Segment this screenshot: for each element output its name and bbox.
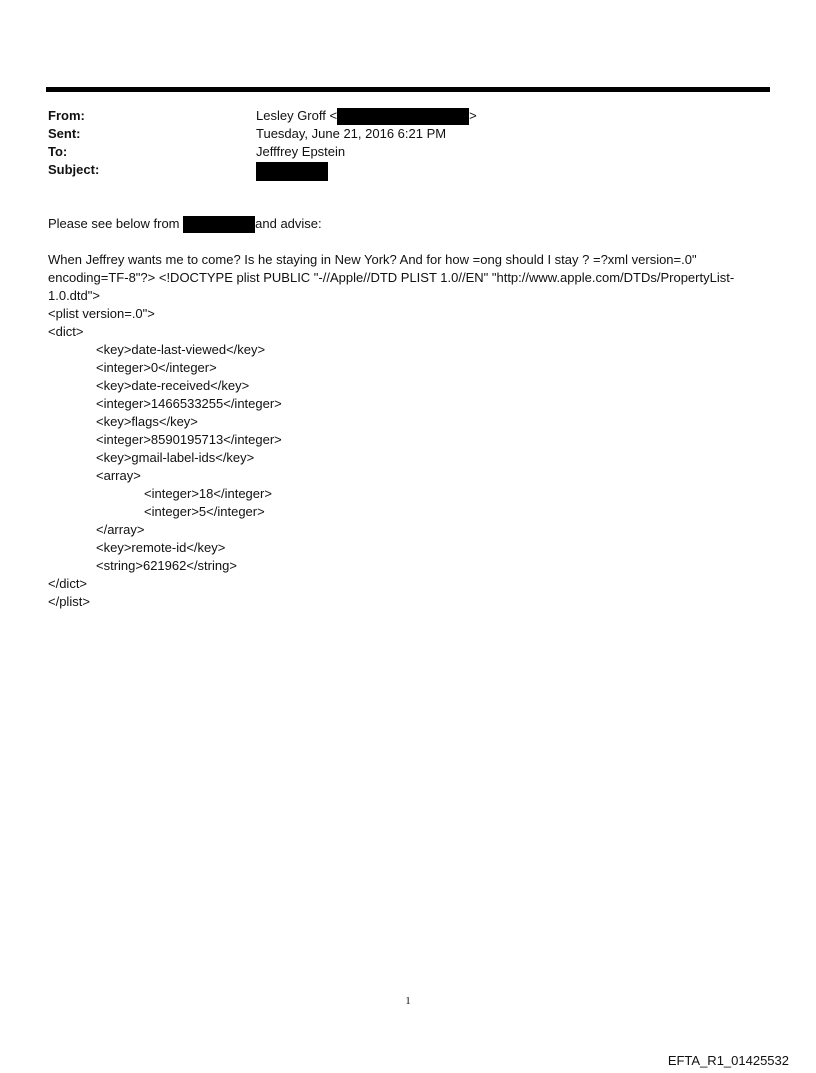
redaction-box bbox=[337, 108, 469, 125]
code-line: <array> bbox=[96, 468, 141, 484]
email-body bbox=[48, 215, 772, 611]
code-line: <plist version=.0"> bbox=[48, 306, 155, 322]
code-line: <integer>1466533255</integer> bbox=[96, 396, 282, 412]
to-label: To: bbox=[48, 144, 68, 159]
header-rule bbox=[46, 87, 770, 92]
code-line: <integer>8590195713</integer> bbox=[96, 432, 282, 448]
code-line: <key>date-received</key> bbox=[96, 378, 250, 394]
to-row bbox=[48, 143, 768, 161]
code-line: </plist> bbox=[48, 594, 90, 610]
subject-redaction-box bbox=[256, 162, 328, 181]
code-line: </dict> bbox=[48, 576, 88, 592]
subject-label: Subject: bbox=[48, 162, 100, 177]
subject-row bbox=[48, 161, 768, 179]
sent-value: Tuesday, June 21, 2016 6:21 PM bbox=[256, 126, 447, 141]
from-value bbox=[256, 107, 477, 125]
intro-after: and advise: bbox=[255, 216, 322, 231]
intro-before: Please see below from bbox=[48, 216, 180, 231]
code-line: <key>flags</key> bbox=[96, 414, 198, 430]
code-line: <key>gmail-label-ids</key> bbox=[96, 450, 255, 466]
code-line: <key>date-last-viewed</key> bbox=[96, 342, 266, 358]
message-paragraph: When Jeffrey wants me to come? Is he staying in New York? And for how =ong should I stay ? =?xml version=.0" encoding=TF-8"?> <!DOCTYPE plist PUBLIC "-//Apple//DTD PLIST 1.0//EN" "http://www.apple.com/DTDs/PropertyList-1.0.dtd"> bbox=[48, 252, 735, 304]
from-label: From: bbox=[48, 108, 85, 123]
code-line: <string>621962</string> bbox=[96, 558, 237, 574]
page-number: 1 bbox=[405, 995, 411, 1007]
sent-label: Sent: bbox=[48, 126, 81, 141]
from-close: > bbox=[469, 108, 477, 123]
code-line: </array> bbox=[96, 522, 145, 538]
code-line: <integer>5</integer> bbox=[144, 504, 265, 520]
document-id: EFTA_R1_01425532 bbox=[667, 1053, 789, 1068]
to-value: Jefffrey Epstein bbox=[256, 144, 346, 159]
from-name: Lesley Groff < bbox=[256, 108, 338, 123]
intro-redaction-box bbox=[183, 216, 255, 233]
code-line: <integer>18</integer> bbox=[144, 486, 272, 502]
plist-code-block bbox=[48, 305, 772, 611]
from-row bbox=[48, 107, 768, 125]
code-line: <key>remote-id</key> bbox=[96, 540, 226, 556]
email-header bbox=[48, 107, 768, 179]
code-line: <integer>0</integer> bbox=[96, 360, 217, 376]
subject-value bbox=[256, 161, 328, 179]
intro-line bbox=[48, 215, 772, 233]
code-line: <dict> bbox=[48, 324, 84, 340]
sent-row bbox=[48, 125, 768, 143]
